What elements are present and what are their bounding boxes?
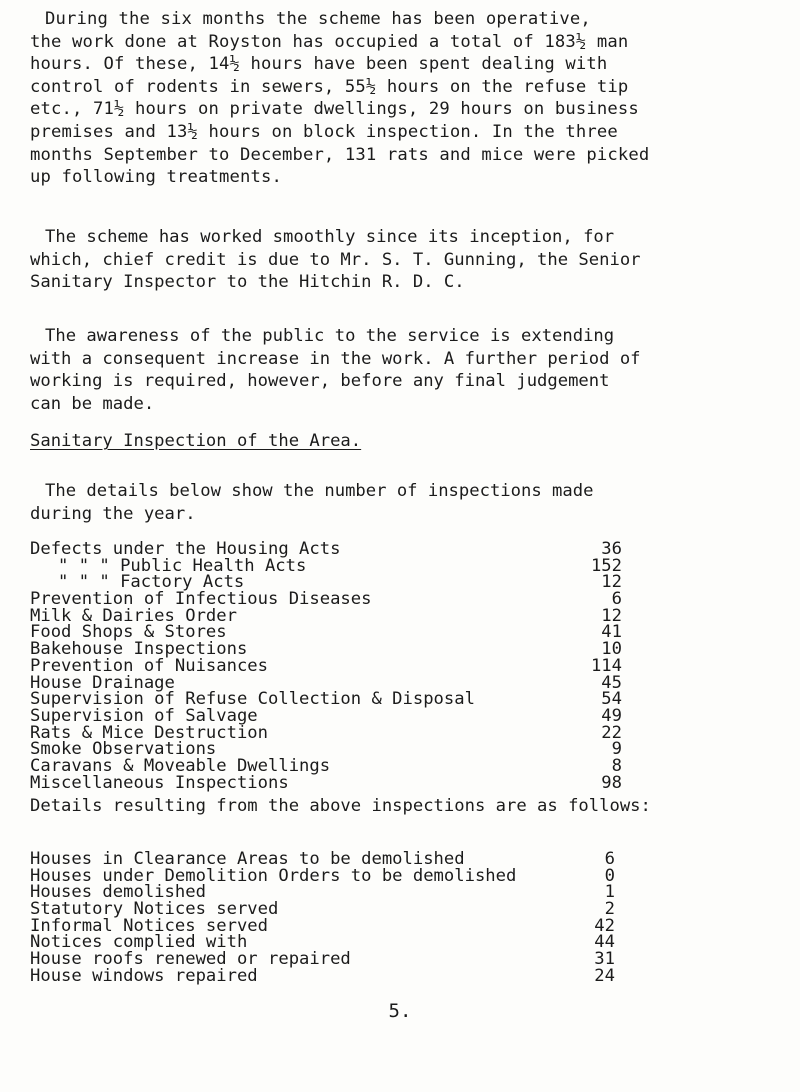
row-label: Statutory Notices served [30,899,279,920]
row-value: 1 [604,882,615,903]
awareness-line: can be made. [30,393,155,414]
table-row [30,898,790,920]
table-row [30,931,790,953]
row-value: 12 [601,605,622,626]
intro-line: control of rodents in sewers, 55½ hours on the refuse tip [30,76,629,97]
row-label: Miscellaneous Inspections [30,772,289,793]
credit-paragraph [30,226,790,294]
page-number: 5. [388,1000,412,1022]
row-label: Rats & Mice Destruction [30,722,268,743]
row-label: Defects under the Housing Acts [30,539,341,559]
row-value: 2 [604,899,615,920]
intro-line: hours. Of these, 14½ hours have been spent dealing with [30,54,608,75]
row-value: 41 [601,622,622,643]
row-value: 114 [590,655,622,676]
inspections-table [30,538,790,793]
row-value: 49 [601,705,622,726]
table-row [30,605,790,626]
table-row [30,722,790,743]
table-row [30,848,790,869]
section-heading: Sanitary Inspection of the Area. [30,431,362,451]
row-label: Supervision of Refuse Collection & Disposal [30,689,475,710]
credit-line: Sanitary Inspector to the Hitchin R. D. C. [30,272,465,293]
table-row [30,638,790,660]
intro-line: the work done at Royston has occupied a total of 183½ man [30,31,629,52]
table-row [30,672,790,693]
row-label: Caravans & Moveable Dwellings [30,755,331,776]
row-label: Milk & Dairies Order [30,605,237,626]
intro-line: etc., 71½ hours on private dwellings, 29 hours on business [30,99,639,120]
row-label: House windows repaired [30,965,258,986]
table-row [30,705,790,726]
row-label: Smoke Observations [30,739,217,760]
intro-line: months September to December, 131 rats and mice were picked [30,144,650,165]
row-label: House Drainage [30,672,175,693]
row-label: Houses demolished [30,882,206,903]
intro-line: During the six months the scheme has been operative, [45,9,591,29]
row-label: Prevention of Infectious Diseases [30,589,372,610]
row-label: Informal Notices served [30,915,268,936]
table-row [30,538,790,559]
table-row [30,965,790,986]
row-value: 45 [601,672,622,693]
row-value: 6 [611,589,622,610]
row-label: Notices complied with [30,932,248,953]
awareness-line: working is required, however, before any final judgement [30,371,610,392]
row-label: Houses in Clearance Areas to be demolished [30,849,465,869]
row-value: 36 [601,539,622,559]
details-intro-line: during the year. [30,503,196,524]
row-value: 42 [594,915,615,936]
intro-paragraph [30,8,790,189]
results-table [30,848,790,986]
row-value: 10 [601,639,622,660]
row-value: 8 [611,755,622,776]
table-row [30,738,790,760]
table-row [30,571,790,593]
details-intro-line: The details below show the number of inspections made [45,481,594,501]
table-row [30,772,790,793]
row-value: 0 [604,865,615,886]
row-label: Houses under Demolition Orders to be demolished [30,865,517,886]
row-value: 12 [601,572,622,593]
table-row [30,688,790,710]
table-row [30,948,790,970]
intro-line: premises and 13½ hours on block inspection. In the three [30,121,618,142]
row-label: Supervision of Salvage [30,705,258,726]
table-row [30,915,790,936]
table-row [30,865,790,886]
row-value: 54 [601,689,622,710]
table-row [30,655,790,676]
row-label: House roofs renewed or repaired [30,949,351,970]
intro-line: up following treatments. [30,167,282,188]
table-row [30,881,790,903]
details-intro-paragraph [30,480,790,525]
table-row [30,755,790,776]
results-intro-line: Details resulting from the above inspections are as follows: [30,796,651,816]
table-row [30,555,790,576]
row-label: " " " Public Health Acts [58,555,307,576]
table-row [30,588,790,610]
awareness-line: The awareness of the public to the service is extending [45,326,615,346]
row-value: 9 [611,739,622,760]
row-value: 98 [601,772,622,793]
row-value: 44 [594,932,615,953]
credit-line: The scheme has worked smoothly since its inception, for [45,227,615,247]
row-value: 152 [590,555,622,576]
awareness-line: with a consequent increase in the work. A further period of [30,348,641,369]
row-label: Bakehouse Inspections [30,639,248,660]
row-value: 24 [594,965,615,986]
table-row [30,621,790,643]
results-intro [30,795,790,818]
row-label: " " " Factory Acts [58,572,245,593]
row-value: 31 [594,949,615,970]
row-label: Prevention of Nuisances [30,655,268,676]
row-label: Food Shops & Stores [30,622,227,643]
row-value: 6 [604,849,615,869]
row-value: 22 [601,722,622,743]
credit-line: which, chief credit is due to Mr. S. T. Gunning, the Senior [30,249,641,270]
awareness-paragraph [30,325,790,415]
